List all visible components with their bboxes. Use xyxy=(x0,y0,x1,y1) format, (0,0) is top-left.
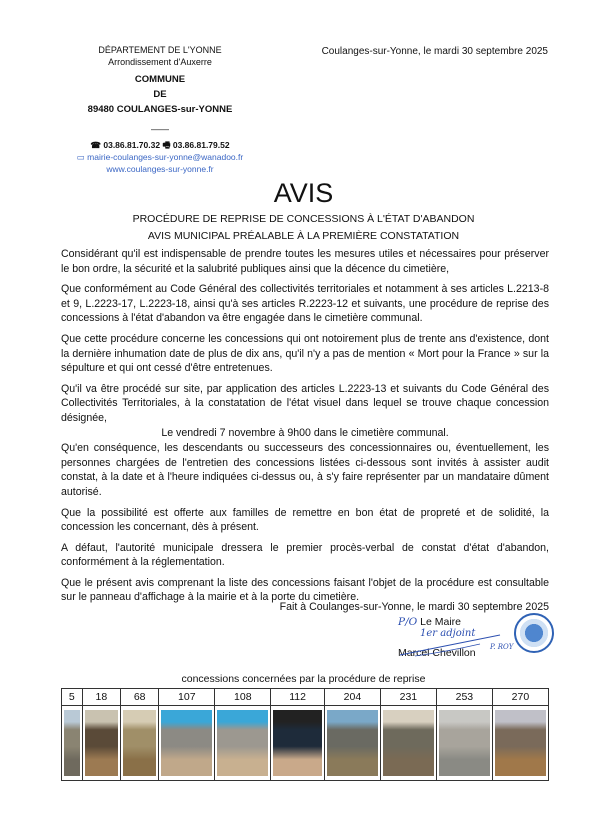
paragraph: Que la possibilité est offerte aux familles de remettre en bon état de propreté et de solidité, la concession les concernant, dès à présent. xyxy=(61,506,549,534)
concession-number: 18 xyxy=(82,689,120,706)
concession-number: 68 xyxy=(121,689,159,706)
phone: 03.86.81.70.32 xyxy=(103,140,161,150)
handwritten-adjoint: 1er adjoint xyxy=(420,628,476,639)
grave-photo xyxy=(439,710,490,776)
department: DÉPARTEMENT DE L'YONNE xyxy=(98,45,222,55)
concession-photo-cell xyxy=(324,706,380,781)
paragraph: Que cette procédure concerne les concessions qui ont notoirement plus de trente ans d'existence, dont la dernière inhumation date de plus de dix ans, qu'il n'y a pas de mention « Mort pour la France » sur la sépulture et qui ont cessé d'être entretenues. xyxy=(61,332,549,375)
concession-number: 253 xyxy=(436,689,492,706)
grave-photo xyxy=(64,710,80,776)
fax: 03.86.81.79.52 xyxy=(172,140,230,150)
closing-line: Fait à Coulanges-sur-Yonne, le mardi 30 septembre 2025 xyxy=(279,601,549,613)
handwritten-initials: P. ROY xyxy=(490,643,514,651)
commune-line3: 89480 COULANGES-sur-YONNE xyxy=(87,104,233,115)
concessions-table xyxy=(61,688,549,781)
grave-photo xyxy=(161,710,212,776)
paragraph: Que conformément au Code Général des collectivités territoriales et notamment à ses articles L.2213-8 et 9, L.2223-17, L.2223-18, ainsi qu'à ses articles R.2223-12 et suivants, une procédure de reprise des concessions à l'état d'abandon va être engagée dans le cimetière communal. xyxy=(61,283,549,325)
concession-photo-cell xyxy=(121,706,159,781)
date-line: Coulanges-sur-Yonne, le mardi 30 septembre 2025 xyxy=(321,46,548,57)
signatory-title: Le Maire xyxy=(420,616,461,628)
concession-photo-cell xyxy=(436,706,492,781)
concession-photo-cell xyxy=(62,706,83,781)
concession-number: 270 xyxy=(492,689,548,706)
concession-photo-cell xyxy=(82,706,120,781)
grave-photo xyxy=(217,710,268,776)
concession-photo-cell xyxy=(215,706,271,781)
concession-photo-cell xyxy=(159,706,215,781)
table-caption: concessions concernées par la procédure de reprise xyxy=(181,673,426,685)
signature-scribble xyxy=(395,630,505,660)
grave-photo xyxy=(383,710,434,776)
pc-mark: P/O xyxy=(398,616,418,628)
commune-line1: COMMUNE xyxy=(134,74,186,85)
letterhead xyxy=(60,44,260,175)
arrondissement: Arrondissement d'Auxerre xyxy=(108,57,212,67)
phone-icon: ☎ xyxy=(90,140,104,150)
concession-photo-cell xyxy=(492,706,548,781)
email-link[interactable]: mairie-coulanges-sur-yonne@wanadoo.fr xyxy=(87,152,244,162)
signatory-name: Marcel Chevillon xyxy=(398,647,476,659)
subtitle-2: AVIS MUNICIPAL PRÉALABLE À LA PREMIÈRE CONSTATATION xyxy=(147,230,460,242)
fax-icon: 🖷 xyxy=(162,140,173,150)
paragraph: Qu'il va être procédé sur site, par application des articles L.2223-13 et suivants du Code Général des Collectivités Territoriales, à la constatation de l'état visuel dans lequel se trouve chaque concession désignée, xyxy=(61,382,549,424)
concession-photo-cell xyxy=(380,706,436,781)
grave-photo xyxy=(327,710,378,776)
concession-number: 107 xyxy=(159,689,215,706)
page-title: AVIS xyxy=(273,178,334,208)
concession-number: 112 xyxy=(271,689,325,706)
computer-icon: ▭ xyxy=(76,152,88,162)
grave-photo xyxy=(85,710,118,776)
grave-photo xyxy=(273,710,322,776)
concession-photo-cell xyxy=(271,706,325,781)
paragraph: A défaut, l'autorité municipale dressera le premier procès-verbal de constat d'état d'abandon, conformément à la réglementation. xyxy=(61,541,549,569)
notice-body xyxy=(61,247,549,611)
paragraph: Qu'en conséquence, les descendants ou successeurs des concessionnaires ou, éventuellement, les personnes chargées de l'entretien des concessions listées ci-dessous sont invités à assister audit constat, à la date et à l'heure indiquées ci-dessus ou, à s'y faire représenter par un mandataire dûment autorisé. xyxy=(61,442,549,498)
inspection-date: Le vendredi 7 novembre à 9h00 dans le cimetière communal. xyxy=(161,426,449,439)
separator: —— xyxy=(151,124,169,134)
concession-number: 108 xyxy=(215,689,271,706)
concession-number: 5 xyxy=(62,689,83,706)
paragraph: Considérant qu'il est indispensable de prendre toutes les mesures utiles et nécessaires pour préserver le bon ordre, la sécurité et la salubrité publiques ainsi que la décence du cimetière, xyxy=(61,248,549,275)
grave-photo xyxy=(123,710,156,776)
concession-number: 231 xyxy=(380,689,436,706)
paragraph: Que le présent avis comprenant la liste des concessions faisant l'objet de la procédure est consultable sur le panneau d'affichage à la mairie et à la porte du cimetière. xyxy=(61,576,549,604)
subtitle-1: PROCÉDURE DE REPRISE DE CONCESSIONS À L'ÉTAT D'ABANDON xyxy=(132,213,475,225)
commune-line2: DE xyxy=(153,89,167,100)
concession-number: 204 xyxy=(324,689,380,706)
website-link[interactable]: www.coulanges-sur-yonne.fr xyxy=(106,164,214,174)
town-seal xyxy=(514,613,554,653)
grave-photo xyxy=(495,710,546,776)
